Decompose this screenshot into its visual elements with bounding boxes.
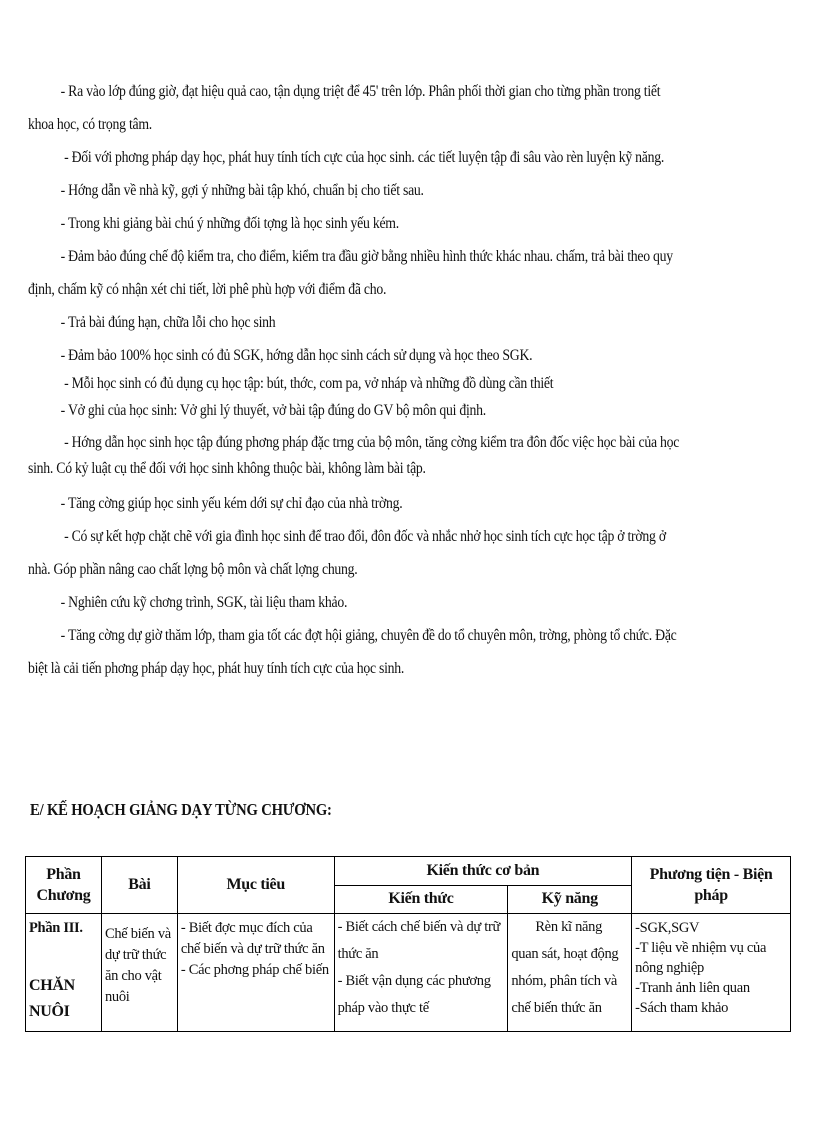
- header-ky-nang: Kỹ năng: [508, 885, 632, 914]
- paragraph-8: - Mỗi học sinh có đủ dụng cụ học tập: bút, thớc, com pa, vở nháp và những đồ dùng cần thiết: [64, 375, 554, 392]
- section-heading: E/ KẾ HOẠCH GIẢNG DẠY TỪNG CHƯƠNG:: [30, 800, 332, 819]
- header-phan-chuong: Phần Chương: [26, 857, 102, 914]
- header-kien-thuc: Kiến thức: [334, 885, 508, 914]
- cell-phan: Phần III. CHĂN NUÔI: [26, 914, 102, 1032]
- header-phuong-tien: Phương tiện - Biện pháp: [632, 857, 791, 914]
- paragraph-6: - Trả bài đúng hạn, chữa lỗi cho học sinh: [60, 314, 276, 331]
- header-muc-tieu: Mục tiêu: [177, 857, 334, 914]
- header-bai: Bài: [101, 857, 177, 914]
- cell-kien-thuc: - Biết cách chế biến và dự trữ thức ăn - Biết vận dụng các phương pháp vào thực tế: [334, 914, 508, 1032]
- paragraph-13: - Nghiên cứu kỹ chơng trình, SGK, tài liệu tham khảo.: [60, 594, 348, 611]
- paragraph-14: - Tăng cờng dự giờ thăm lớp, tham gia tốt các đợt hội giảng, chuyên đề do tổ chuyên môn, trờng, phòng tổ chức. Đặc biệt là cải tiến phơng pháp dạy học, phát huy tính tích cực của học sinh.: [28, 627, 677, 677]
- table-row: [26, 914, 791, 1032]
- paragraph-7: - Đảm bảo 100% học sinh có đủ SGK, hớng dẫn học sinh cách sử dụng và học theo SGK.: [60, 347, 533, 364]
- paragraph-11: - Tăng cờng giúp học sinh yếu kém dới sự chỉ đạo của nhà trờng.: [60, 495, 403, 512]
- paragraph-10: - Hớng dẫn học sinh học tập đúng phơng pháp đặc trng của bộ môn, tăng cờng kiểm tra đôn đốc việc học bài của học sinh. Có kỷ luật cụ thể đối với học sinh không thuộc bài, không làm bài tập.: [28, 434, 680, 477]
- paragraph-4: - Trong khi giảng bài chú ý những đối tợng là học sinh yếu kém.: [60, 215, 399, 232]
- paragraph-2: - Đối với phơng pháp dạy học, phát huy tính tích cực của học sinh. các tiết luyện tập đi sâu vào rèn luyện kỹ năng.: [64, 149, 665, 166]
- paragraph-9: - Vở ghi của học sinh: Vở ghi lý thuyết, vở bài tập đúng do GV bộ môn qui định.: [60, 402, 486, 419]
- header-kien-thuc-co-ban: Kiến thức cơ bản: [334, 857, 632, 886]
- cell-phuong-tien: -SGK,SGV -T liệu về nhiệm vụ của nông nghiệp -Tranh ảnh liên quan -Sách tham khảo: [632, 914, 791, 1032]
- paragraph-1: - Ra vào lớp đúng giờ, đạt hiệu quả cao, tận dụng triệt để 45' trên lớp. Phân phối thời gian cho từng phần trong tiết khoa học, có trọng tâm.: [28, 83, 661, 133]
- cell-muc-tieu: - Biết đợc mục đích của chế biến và dự trữ thức ăn - Các phơng pháp chế biến: [177, 914, 334, 1032]
- paragraph-3: - Hớng dẫn về nhà kỹ, gợi ý những bài tập khó, chuẩn bị cho tiết sau.: [60, 182, 424, 199]
- paragraph-12: - Có sự kết hợp chặt chẽ với gia đình học sinh để trao đổi, đôn đốc và nhắc nhở học sinh tích cực học tập ở trờng ở nhà. Góp phần nâng cao chất lợng bộ môn và chất lợng chung.: [28, 528, 666, 578]
- teaching-plan-table: [25, 856, 791, 1032]
- table-header-row: [26, 857, 791, 886]
- paragraph-5: - Đảm bảo đúng chế độ kiểm tra, cho điểm, kiểm tra đầu giờ bằng nhiều hình thức khác nhau. chấm, trả bài theo quy định, chấm kỹ có nhận xét chi tiết, lời phê phù hợp với điểm đã cho.: [28, 248, 673, 298]
- cell-bai: Chế biến và dự trữ thức ăn cho vật nuôi: [101, 914, 177, 1032]
- cell-ky-nang: Rèn kĩ năng quan sát, hoạt động nhóm, phân tích và chế biến thức ăn: [508, 914, 632, 1032]
